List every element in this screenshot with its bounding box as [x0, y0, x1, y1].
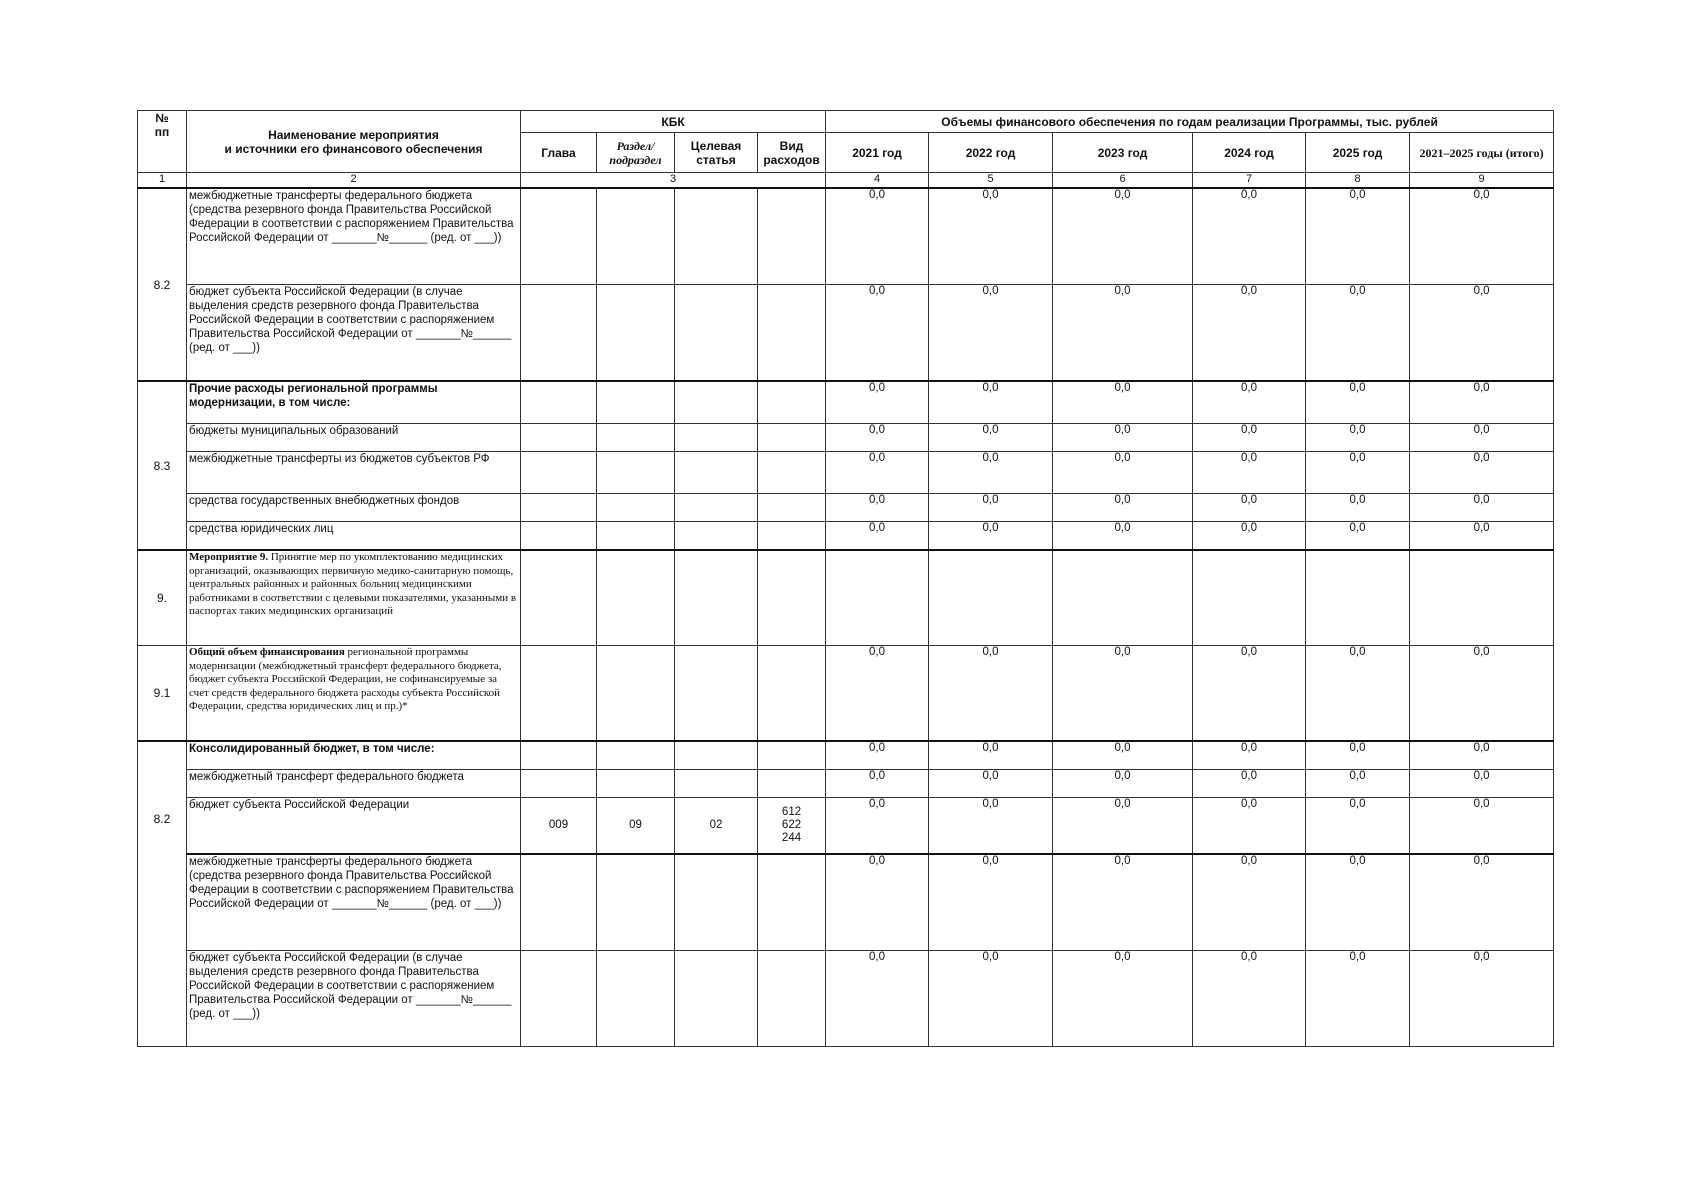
kbk-cell [521, 424, 597, 452]
value-cell: 0,0 [1053, 494, 1193, 522]
kbk-cell [758, 424, 826, 452]
kbk-cell [597, 951, 675, 1047]
kbk-cell [521, 522, 597, 551]
kbk-cell [675, 381, 758, 424]
row-name-text: межбюджетный трансферт федерального бюджета [189, 771, 464, 783]
kbk-cell [758, 854, 826, 951]
kbk-cell [521, 550, 597, 646]
kbk-cell [521, 452, 597, 494]
col-name-label: Наименование мероприятия и источники его финансового обеспечения [224, 127, 483, 156]
value-cell: 0,0 [826, 452, 929, 494]
kbk-cell: 02 [675, 798, 758, 855]
row-name-text: бюджет субъекта Российской Федерации (в случае выделения средств резервного фонда Правительства Российской Федерации в соответствии с распоряжением Правительства Российской Федерации от _______№______ (ред. от ___)) [189, 286, 512, 354]
value-cell: 0,0 [929, 854, 1053, 951]
value-cell: 0,0 [1193, 452, 1306, 494]
table-row [138, 798, 1554, 855]
kbk-cell [597, 550, 675, 646]
column-number-row [138, 173, 1554, 189]
value-cell: 0,0 [929, 951, 1053, 1047]
value-cell: 0,0 [826, 770, 929, 798]
value-cell [826, 550, 929, 646]
value-cell: 0,0 [826, 424, 929, 452]
row-name-text: Прочие расходы региональной программы модернизации, в том числе: [189, 383, 438, 409]
value-cell: 0,0 [1193, 854, 1306, 951]
kbk-cell [597, 522, 675, 551]
kbk-cell [758, 494, 826, 522]
year-2025: 2025 год [1306, 133, 1410, 173]
value-cell: 0,0 [1306, 452, 1410, 494]
value-cell: 0,0 [1193, 285, 1306, 382]
value-cell: 0,0 [1193, 424, 1306, 452]
value-cell: 0,0 [826, 951, 929, 1047]
value-cell: 0,0 [826, 381, 929, 424]
value-cell: 0,0 [1306, 424, 1410, 452]
kbk-cell [597, 646, 675, 742]
table-row [138, 951, 1554, 1047]
row-name-cell [187, 424, 521, 452]
row-name-text: бюджет субъекта Российской Федерации (в случае выделения средств резервного фонда Правительства Российской Федерации в соответствии с распоряжением Правительства Российской Федерации от _______№______ (ред. от ___)) [189, 952, 512, 1020]
row-name-cell [187, 285, 521, 382]
kbk-cell [758, 646, 826, 742]
value-cell: 0,0 [1053, 854, 1193, 951]
value-cell: 0,0 [1193, 741, 1306, 770]
volumes-header: Объемы финансового обеспечения по годам реализации Программы, тыс. рублей [826, 111, 1554, 133]
row-name-text: средства юридических лиц [189, 523, 334, 535]
value-cell: 0,0 [1410, 770, 1554, 798]
row-name-cell [187, 522, 521, 551]
row-number-cell: 9. [138, 550, 187, 646]
value-cell: 0,0 [1193, 494, 1306, 522]
table-row [138, 424, 1554, 452]
kbk-col-target: Целевая статья [675, 133, 758, 173]
table-row [138, 285, 1554, 382]
value-cell: 0,0 [1306, 188, 1410, 285]
year-total: 2021–2025 годы (итого) [1410, 133, 1554, 173]
col-number: 4 [826, 173, 929, 189]
value-cell: 0,0 [1193, 770, 1306, 798]
row-name-cell [187, 452, 521, 494]
value-cell: 0,0 [1193, 646, 1306, 742]
value-cell: 0,0 [1410, 798, 1554, 855]
value-cell: 0,0 [1306, 770, 1410, 798]
table-row [138, 452, 1554, 494]
value-cell: 0,0 [929, 770, 1053, 798]
financing-table [137, 110, 1554, 1047]
kbk-cell [758, 741, 826, 770]
kbk-cell: 009 [521, 798, 597, 855]
row-name-text: межбюджетные трансферты федерального бюджета (средства резервного фонда Правительства Российской Федерации в соответствии с распоряжением Правительства Российской Федерации от _______№______ (ред. от ___)) [189, 856, 514, 910]
value-cell [929, 550, 1053, 646]
row-name-cell [187, 741, 521, 770]
table-row [138, 646, 1554, 742]
kbk-cell [675, 452, 758, 494]
kbk-cell [675, 188, 758, 285]
row-name-cell [187, 494, 521, 522]
kbk-cell: 09 [597, 798, 675, 855]
value-cell: 0,0 [1306, 854, 1410, 951]
value-cell: 0,0 [929, 285, 1053, 382]
kbk-cell: 612 622 244 [758, 798, 826, 855]
kbk-cell [758, 285, 826, 382]
kbk-cell [521, 770, 597, 798]
table-row [138, 854, 1554, 951]
kbk-cell [675, 424, 758, 452]
kbk-col-razdel: Раздел/ подраздел [597, 133, 675, 173]
value-cell: 0,0 [826, 522, 929, 551]
kbk-cell [521, 646, 597, 742]
kbk-col-vid: Вид расходов [758, 133, 826, 173]
row-name-text: бюджет субъекта Российской Федерации [189, 799, 410, 811]
value-cell [1193, 550, 1306, 646]
row-name-cell [187, 854, 521, 951]
row-name-cell [187, 188, 521, 285]
value-cell: 0,0 [1306, 494, 1410, 522]
value-cell: 0,0 [1410, 522, 1554, 551]
kbk-cell [597, 854, 675, 951]
kbk-cell [675, 951, 758, 1047]
value-cell: 0,0 [1193, 522, 1306, 551]
value-cell: 0,0 [1053, 646, 1193, 742]
value-cell: 0,0 [826, 798, 929, 855]
table-row [138, 188, 1554, 285]
kbk-cell [597, 424, 675, 452]
value-cell: 0,0 [1306, 798, 1410, 855]
row-name-cell [187, 381, 521, 424]
value-cell: 0,0 [826, 188, 929, 285]
value-cell: 0,0 [826, 854, 929, 951]
value-cell: 0,0 [1053, 951, 1193, 1047]
kbk-cell [675, 770, 758, 798]
row-name-cell [187, 646, 521, 742]
kbk-cell [597, 285, 675, 382]
kbk-cell [521, 188, 597, 285]
kbk-cell [675, 550, 758, 646]
value-cell: 0,0 [1053, 381, 1193, 424]
kbk-cell [675, 854, 758, 951]
value-cell: 0,0 [826, 646, 929, 742]
value-cell: 0,0 [1306, 646, 1410, 742]
kbk-cell [597, 494, 675, 522]
col-number: 8 [1306, 173, 1410, 189]
table-row [138, 522, 1554, 551]
value-cell: 0,0 [1410, 452, 1554, 494]
value-cell: 0,0 [826, 494, 929, 522]
table-row [138, 381, 1554, 424]
value-cell: 0,0 [1053, 522, 1193, 551]
value-cell: 0,0 [1053, 285, 1193, 382]
row-name-text: Принятие мер по укомплектованию медицинских организаций, оказывающих первичную медико-санитарную помощь, центральных районных и районных больниц медицинскими работниками в соответствии с целевыми показателями, указанными в паспортах таких медицинских организаций [189, 551, 517, 617]
row-name-bold: Общий объем финансирования [189, 646, 345, 658]
row-name-text: средства государственных внебюджетных фондов [189, 495, 460, 507]
value-cell [1306, 550, 1410, 646]
year-2021: 2021 год [826, 133, 929, 173]
value-cell: 0,0 [1306, 381, 1410, 424]
value-cell: 0,0 [1193, 188, 1306, 285]
value-cell: 0,0 [929, 381, 1053, 424]
row-name-text: бюджеты муниципальных образований [189, 425, 399, 437]
year-2022: 2022 год [929, 133, 1053, 173]
kbk-cell [521, 494, 597, 522]
kbk-cell [597, 381, 675, 424]
value-cell: 0,0 [1410, 646, 1554, 742]
col-number: 7 [1193, 173, 1306, 189]
col-nn-header [138, 111, 187, 173]
col-nn-label: № пп [154, 111, 170, 139]
kbk-cell [521, 381, 597, 424]
col-number: 1 [138, 173, 187, 189]
value-cell: 0,0 [929, 798, 1053, 855]
value-cell: 0,0 [929, 452, 1053, 494]
value-cell: 0,0 [929, 741, 1053, 770]
kbk-cell [675, 646, 758, 742]
row-name-bold: Мероприятие 9. [189, 551, 269, 563]
value-cell [1410, 550, 1554, 646]
value-cell: 0,0 [1306, 741, 1410, 770]
value-cell: 0,0 [1410, 188, 1554, 285]
kbk-cell [758, 452, 826, 494]
value-cell: 0,0 [1193, 381, 1306, 424]
col-number: 2 [187, 173, 521, 189]
kbk-cell [597, 741, 675, 770]
table-row [138, 770, 1554, 798]
kbk-cell [521, 285, 597, 382]
col-number: 6 [1053, 173, 1193, 189]
value-cell: 0,0 [929, 188, 1053, 285]
kbk-cell [758, 522, 826, 551]
row-number-cell: 8.2 [138, 188, 187, 381]
value-cell: 0,0 [1306, 285, 1410, 382]
kbk-cell [521, 741, 597, 770]
kbk-cell [758, 550, 826, 646]
value-cell: 0,0 [1193, 798, 1306, 855]
value-cell: 0,0 [1410, 494, 1554, 522]
value-cell: 0,0 [929, 494, 1053, 522]
col-number: 9 [1410, 173, 1554, 189]
kbk-cell [597, 452, 675, 494]
value-cell: 0,0 [826, 741, 929, 770]
value-cell: 0,0 [1053, 188, 1193, 285]
kbk-cell [675, 522, 758, 551]
table-row [138, 550, 1554, 646]
value-cell: 0,0 [1193, 951, 1306, 1047]
row-name-text: межбюджетные трансферты из бюджетов субъектов РФ [189, 453, 490, 465]
kbk-header: КБК [521, 111, 826, 133]
value-cell: 0,0 [826, 285, 929, 382]
kbk-cell [675, 285, 758, 382]
row-name-cell [187, 951, 521, 1047]
kbk-cell [675, 494, 758, 522]
row-name-text: межбюджетные трансферты федерального бюджета (средства резервного фонда Правительства Российской Федерации в соответствии с распоряжением Правительства Российской Федерации от _______№______ (ред. от ___)) [189, 190, 514, 244]
value-cell: 0,0 [1410, 854, 1554, 951]
kbk-cell [758, 951, 826, 1047]
year-2023: 2023 год [1053, 133, 1193, 173]
row-name-cell [187, 770, 521, 798]
kbk-cell [758, 188, 826, 285]
kbk-cell [521, 951, 597, 1047]
value-cell: 0,0 [1306, 522, 1410, 551]
row-name-text: Консолидированный бюджет, в том числе: [189, 743, 435, 755]
kbk-col-glava: Глава [521, 133, 597, 173]
value-cell: 0,0 [1053, 770, 1193, 798]
value-cell: 0,0 [929, 424, 1053, 452]
table-row [138, 494, 1554, 522]
value-cell: 0,0 [1410, 741, 1554, 770]
row-number-cell: 9.1 [138, 646, 187, 742]
kbk-cell [521, 854, 597, 951]
value-cell: 0,0 [1410, 381, 1554, 424]
value-cell: 0,0 [1053, 452, 1193, 494]
value-cell: 0,0 [1053, 424, 1193, 452]
row-name-text: региональной программы модернизации (межбюджетный трансферт федерального бюджета, бюджет субъекта Российской Федерации, не софинансируемые за счет средств федерального бюджета расходы субъекта Российской Федерации, средства юридических лиц и пр.)* [189, 646, 502, 712]
row-number-cell: 8.2 [138, 741, 187, 1047]
value-cell: 0,0 [1410, 424, 1554, 452]
kbk-cell [597, 188, 675, 285]
kbk-cell [758, 381, 826, 424]
value-cell [1053, 550, 1193, 646]
row-name-cell [187, 798, 521, 855]
value-cell: 0,0 [1410, 951, 1554, 1047]
col-name-header [187, 111, 521, 173]
table-row [138, 741, 1554, 770]
kbk-cell [597, 770, 675, 798]
year-2024: 2024 год [1193, 133, 1306, 173]
col-number: 5 [929, 173, 1053, 189]
value-cell: 0,0 [1053, 798, 1193, 855]
value-cell: 0,0 [1053, 741, 1193, 770]
row-number-cell: 8.3 [138, 381, 187, 550]
col-number: 3 [521, 173, 826, 189]
row-name-cell [187, 550, 521, 646]
kbk-cell [758, 770, 826, 798]
value-cell: 0,0 [1306, 951, 1410, 1047]
kbk-cell [675, 741, 758, 770]
value-cell: 0,0 [929, 522, 1053, 551]
value-cell: 0,0 [929, 646, 1053, 742]
value-cell: 0,0 [1410, 285, 1554, 382]
